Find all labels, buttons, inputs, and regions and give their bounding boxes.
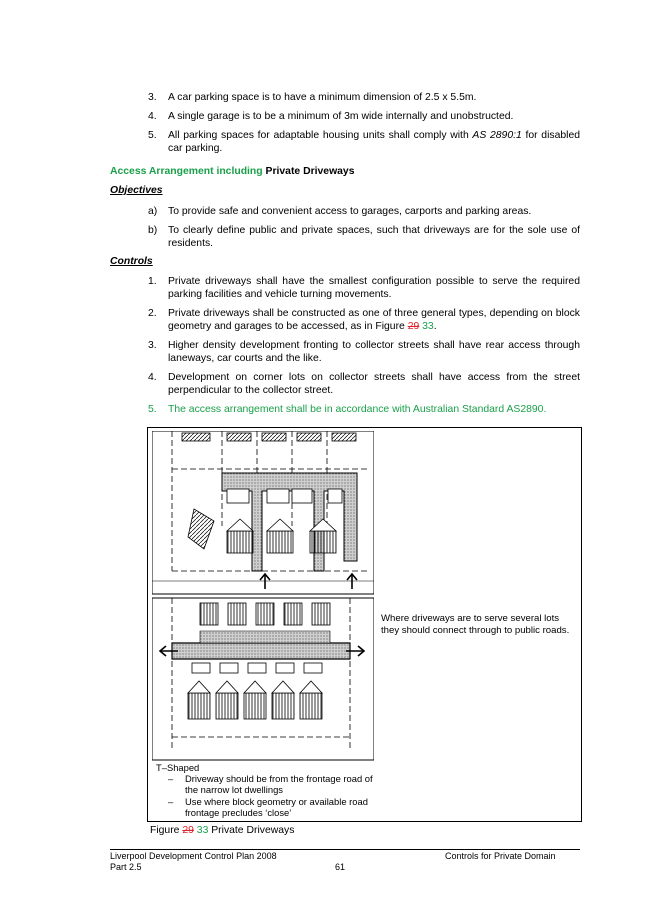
- new-figure-number: 33: [196, 825, 209, 836]
- controls-heading: Controls: [110, 256, 153, 267]
- figure-bullet: – Use where block geometry or available road frontage precludes ‘close’: [168, 796, 368, 818]
- list-item: 2. Private driveways shall be constructed as one of three general types, depending on block geometry and garages to be accessed, as in Figure 29 33.: [148, 308, 580, 332]
- footer-part: Part 2.5: [110, 862, 142, 872]
- section-heading: Access Arrangement including Private Driveways: [110, 166, 355, 177]
- list-item: [148, 91, 580, 104]
- list-item: a) To provide safe and convenient access to garages, carports and parking areas.: [148, 206, 532, 217]
- list-item: [148, 129, 580, 155]
- list-text: A car parking space is to have a minimum dimension of 2.5 x 5.5m.: [168, 92, 477, 103]
- footer-rule: [110, 849, 580, 850]
- new-figure-ref: 33: [422, 321, 434, 332]
- list-number: 5.: [148, 130, 157, 141]
- list-item: 5. The access arrangement shall be in accordance with Australian Standard AS2890.: [148, 404, 547, 415]
- figure-side-note: Where driveways are to serve several lots they should connect through to public roads.: [381, 613, 570, 636]
- list-item: b) To clearly define public and private spaces, such that driveways are for the sole use of residents.: [148, 225, 580, 249]
- figure-caption-title: T–Shaped: [156, 762, 200, 773]
- old-figure-ref: 29: [407, 321, 420, 332]
- list-item: 3. Higher density development fronting to collector streets shall have rear access through laneways, car courts and the like.: [148, 340, 580, 364]
- list-number: 3.: [148, 92, 157, 103]
- figure-label: Figure 29 33 Private Driveways: [150, 825, 295, 836]
- list-text: All parking spaces for adaptable housing units shall comply with AS 2890:1 for disabled car parking.: [168, 130, 580, 154]
- driveway-site-plan-image: [152, 431, 374, 761]
- list-item: [148, 110, 580, 123]
- footer-document-title: Liverpool Development Control Plan 2008: [110, 851, 277, 861]
- old-figure-number: 29: [182, 825, 194, 836]
- figure-bullet: – Driveway should be from the frontage road of the narrow lot dwellings: [168, 773, 373, 795]
- list-text: A single garage is to be a minimum of 3m wide internally and unobstructed.: [168, 111, 514, 122]
- objectives-heading: Objectives: [110, 185, 163, 196]
- list-item: 1. Private driveways shall have the smallest configuration possible to serve the required parking facilities and vehicle turning movements.: [148, 276, 580, 300]
- list-number: 4.: [148, 111, 157, 122]
- page-number: 61: [335, 862, 346, 872]
- list-item: 4. Development on corner lots on collector streets shall have access from the street perpendicular to the collector street.: [148, 372, 580, 396]
- footer-section-title: Controls for Private Domain: [445, 851, 556, 861]
